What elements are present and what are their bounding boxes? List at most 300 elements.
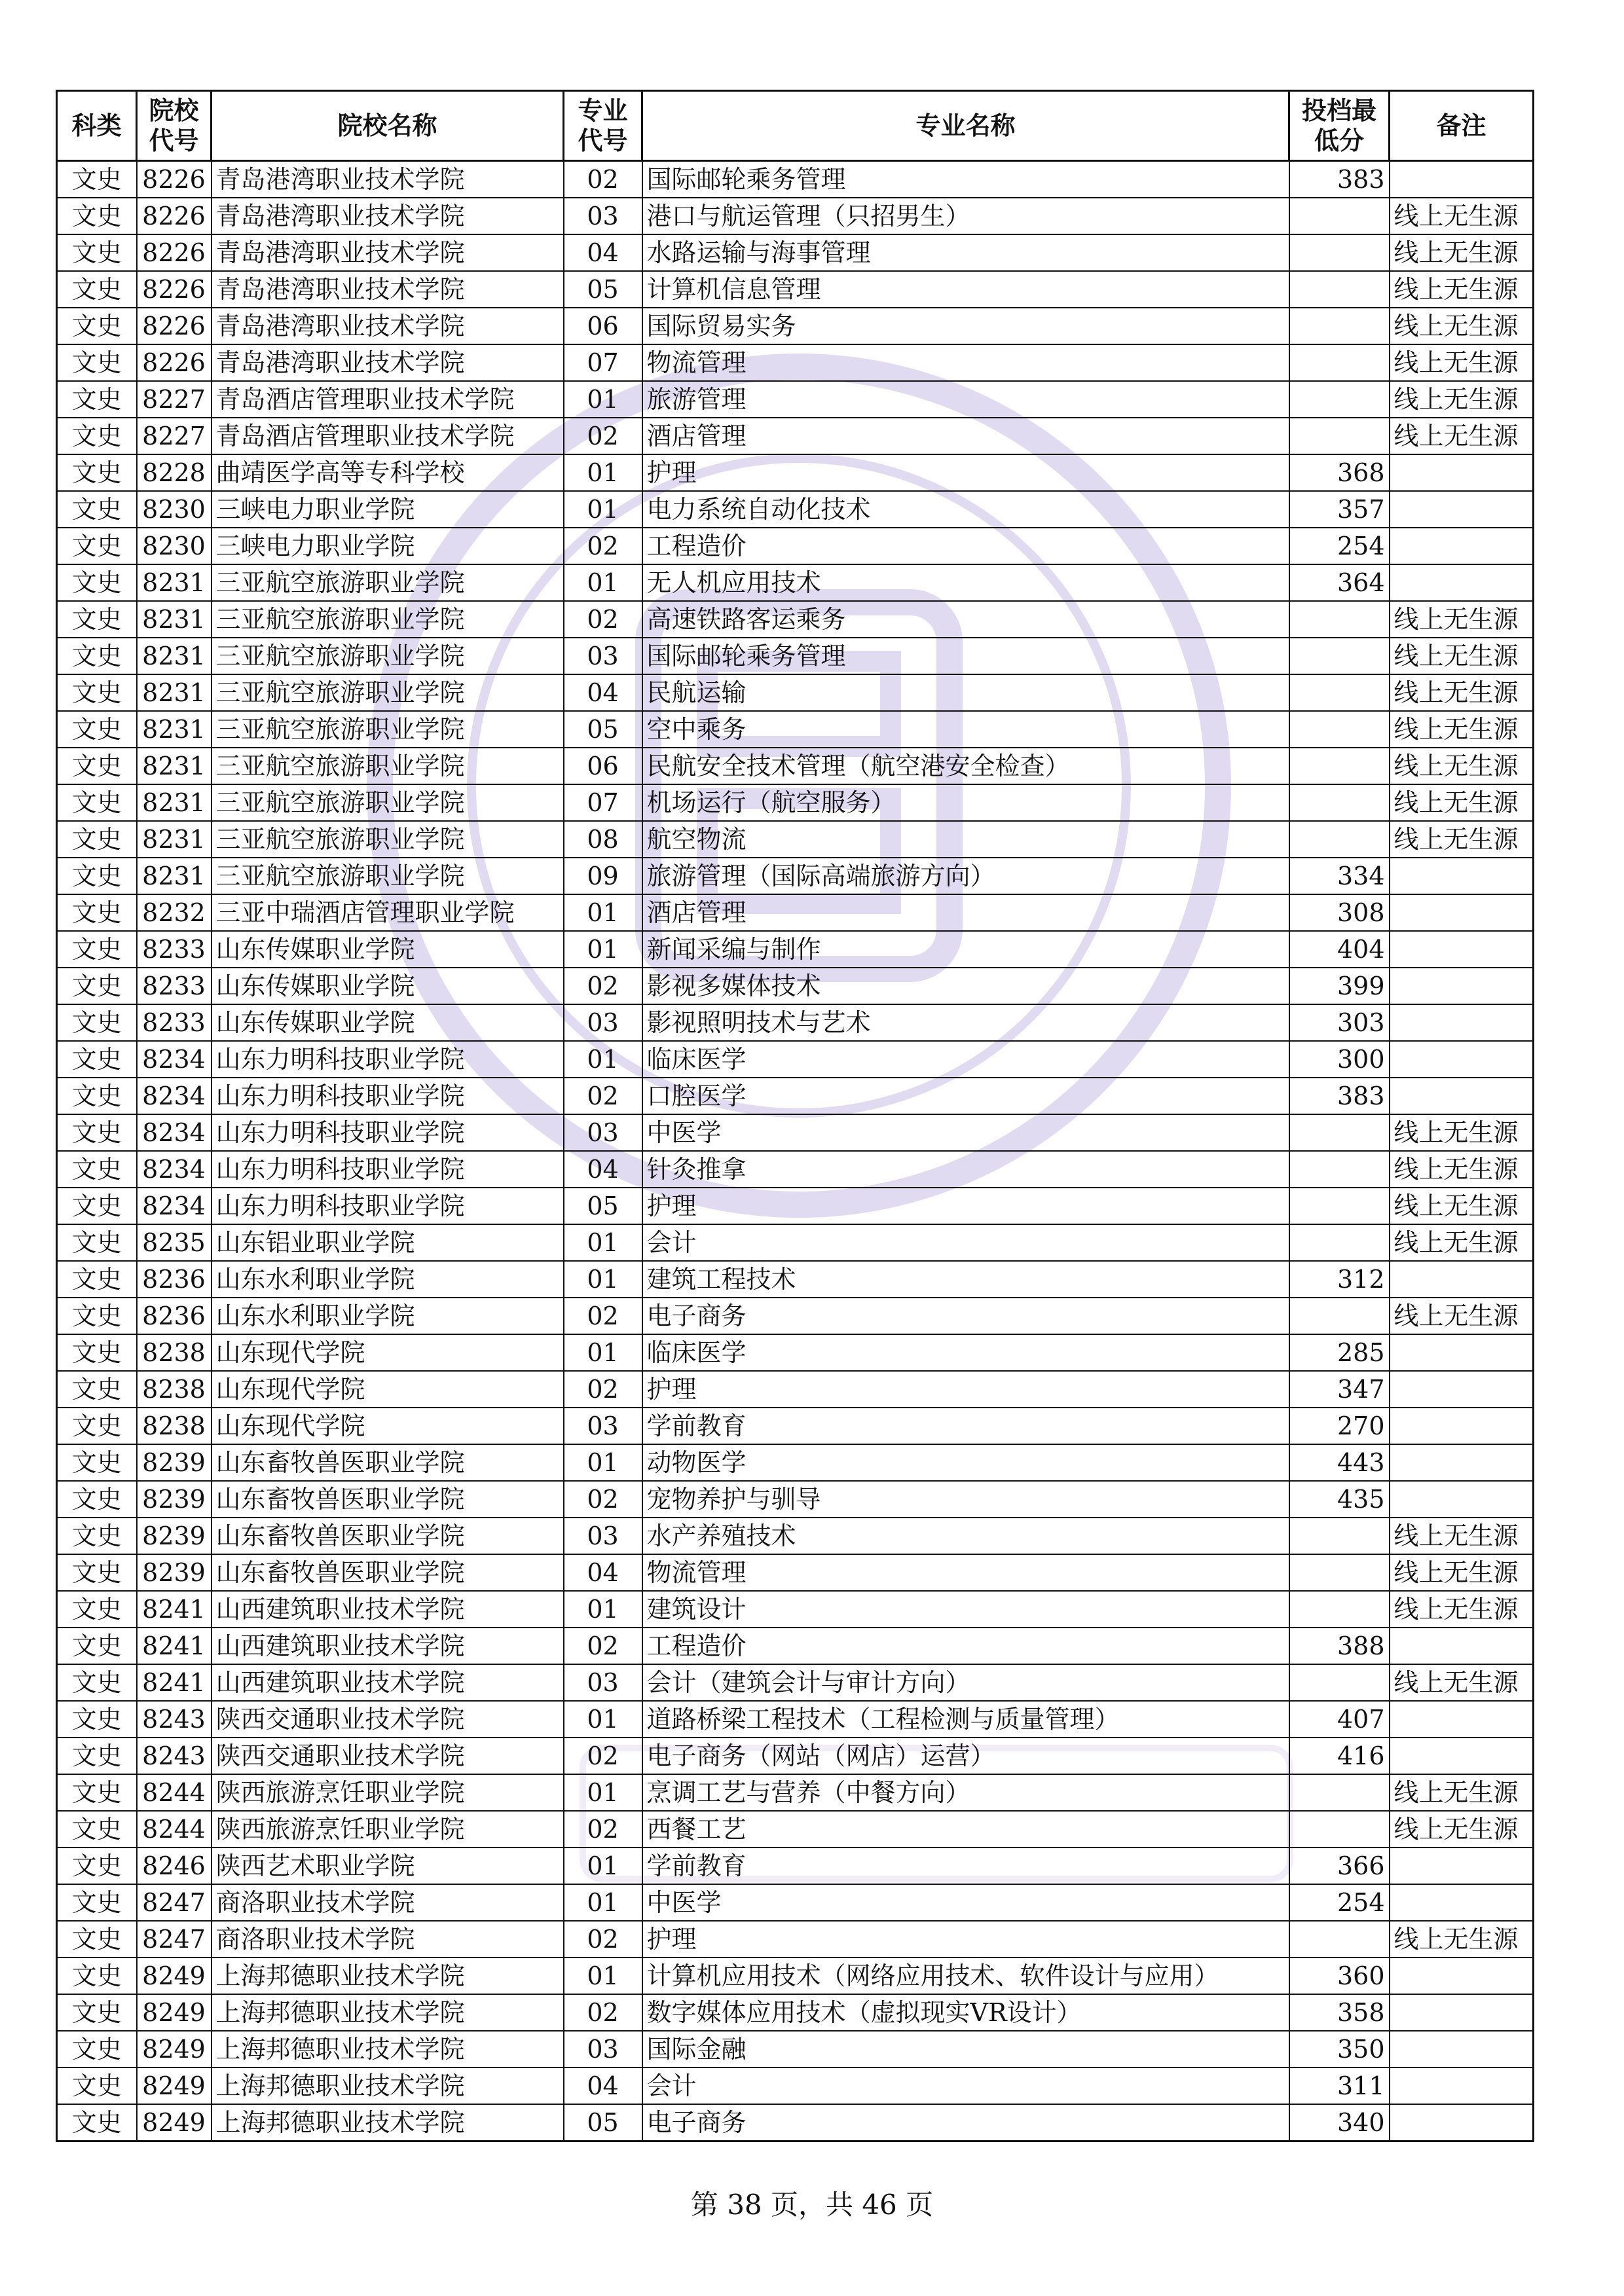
table-row <box>57 308 1534 344</box>
table-row <box>57 1884 1534 1921</box>
cell-remark: 线上无生源 <box>1390 1921 1534 1958</box>
cell-school-name: 三亚航空旅游职业学院 <box>212 748 564 784</box>
cell-school-name: 山西建筑职业技术学院 <box>212 1591 564 1628</box>
cell-major-name: 高速铁路客运乘务 <box>642 601 1289 638</box>
cell-remark: 线上无生源 <box>1390 271 1534 308</box>
cell-min-score: 407 <box>1289 1701 1390 1738</box>
page-footer: 第 38 页，共 46 页 <box>690 2189 934 2221</box>
cell-major-code: 02 <box>564 418 642 454</box>
cell-major-code: 02 <box>564 1298 642 1334</box>
cell-school-name: 三峡电力职业学院 <box>212 491 564 528</box>
cell-remark: 线上无生源 <box>1390 638 1534 674</box>
cell-min-score <box>1289 674 1390 711</box>
cell-remark <box>1390 858 1534 894</box>
cell-school-code: 8234 <box>137 1188 212 1224</box>
header-remark: 备注 <box>1390 91 1534 161</box>
cell-school-name: 三亚中瑞酒店管理职业学院 <box>212 894 564 931</box>
cell-min-score: 366 <box>1289 1848 1390 1884</box>
cell-major-name: 民航运输 <box>642 674 1289 711</box>
cell-major-code: 05 <box>564 271 642 308</box>
header-major-code: 专业代号 <box>564 91 642 161</box>
table-row <box>57 564 1534 601</box>
cell-major-code: 01 <box>564 1334 642 1371</box>
cell-remark: 线上无生源 <box>1390 1188 1534 1224</box>
cell-min-score <box>1289 271 1390 308</box>
cell-kelei: 文史 <box>57 271 137 308</box>
cell-major-code: 02 <box>564 1078 642 1114</box>
cell-major-code: 08 <box>564 821 642 858</box>
table-row <box>57 1188 1534 1224</box>
cell-school-name: 三亚航空旅游职业学院 <box>212 638 564 674</box>
cell-school-name: 山东力明科技职业学院 <box>212 1151 564 1188</box>
table-row <box>57 1921 1534 1958</box>
cell-kelei: 文史 <box>57 1481 137 1518</box>
cell-major-name: 国际邮轮乘务管理 <box>642 161 1289 198</box>
cell-kelei: 文史 <box>57 1994 137 2031</box>
cell-major-name: 建筑工程技术 <box>642 1261 1289 1298</box>
cell-remark: 线上无生源 <box>1390 1664 1534 1701</box>
cell-school-code: 8231 <box>137 858 212 894</box>
cell-min-score: 303 <box>1289 1004 1390 1041</box>
table-row <box>57 491 1534 528</box>
cell-major-code: 01 <box>564 1261 642 1298</box>
cell-kelei: 文史 <box>57 1224 137 1261</box>
cell-min-score: 399 <box>1289 968 1390 1004</box>
cell-major-code: 03 <box>564 1004 642 1041</box>
table-row <box>57 748 1534 784</box>
cell-kelei: 文史 <box>57 968 137 1004</box>
cell-remark <box>1390 1041 1534 1078</box>
cell-kelei: 文史 <box>57 161 137 198</box>
cell-kelei: 文史 <box>57 1444 137 1481</box>
cell-school-name: 三峡电力职业学院 <box>212 528 564 564</box>
cell-major-code: 02 <box>564 601 642 638</box>
cell-school-code: 8239 <box>137 1481 212 1518</box>
table-row <box>57 1628 1534 1664</box>
cell-major-name: 中医学 <box>642 1114 1289 1151</box>
cell-major-name: 物流管理 <box>642 344 1289 381</box>
cell-school-name: 山东传媒职业学院 <box>212 1004 564 1041</box>
table-row <box>57 1591 1534 1628</box>
cell-remark <box>1390 1884 1534 1921</box>
cell-min-score: 388 <box>1289 1628 1390 1664</box>
table-row <box>57 271 1534 308</box>
cell-major-code: 01 <box>564 1224 642 1261</box>
cell-school-code: 8233 <box>137 1004 212 1041</box>
table-row <box>57 2104 1534 2141</box>
table-row <box>57 1444 1534 1481</box>
header-school-name: 院校名称 <box>212 91 564 161</box>
table-row <box>57 638 1534 674</box>
cell-major-code: 02 <box>564 968 642 1004</box>
cell-major-code: 04 <box>564 234 642 271</box>
cell-school-name: 上海邦德职业技术学院 <box>212 1958 564 1994</box>
cell-remark: 线上无生源 <box>1390 1591 1534 1628</box>
cell-school-code: 8249 <box>137 2068 212 2104</box>
cell-major-name: 机场运行（航空服务） <box>642 784 1289 821</box>
cell-major-code: 01 <box>564 564 642 601</box>
cell-major-name: 宠物养护与驯导 <box>642 1481 1289 1518</box>
cell-major-code: 02 <box>564 1371 642 1408</box>
cell-kelei: 文史 <box>57 858 137 894</box>
cell-kelei: 文史 <box>57 234 137 271</box>
table-header-row <box>57 91 1534 161</box>
cell-school-code: 8230 <box>137 491 212 528</box>
cell-major-name: 西餐工艺 <box>642 1811 1289 1848</box>
cell-school-name: 商洛职业技术学院 <box>212 1884 564 1921</box>
cell-school-name: 山东现代学院 <box>212 1334 564 1371</box>
cell-school-name: 青岛港湾职业技术学院 <box>212 234 564 271</box>
cell-major-name: 空中乘务 <box>642 711 1289 748</box>
table-row <box>57 381 1534 418</box>
cell-min-score <box>1289 234 1390 271</box>
table-row <box>57 1114 1534 1151</box>
cell-kelei: 文史 <box>57 748 137 784</box>
cell-major-name: 酒店管理 <box>642 894 1289 931</box>
table-row <box>57 1004 1534 1041</box>
cell-kelei: 文史 <box>57 1261 137 1298</box>
cell-major-name: 中医学 <box>642 1884 1289 1921</box>
cell-school-name: 青岛港湾职业技术学院 <box>212 308 564 344</box>
cell-remark <box>1390 2068 1534 2104</box>
cell-school-code: 8249 <box>137 2104 212 2141</box>
cell-school-name: 陕西交通职业技术学院 <box>212 1701 564 1738</box>
cell-major-code: 01 <box>564 931 642 968</box>
cell-major-name: 学前教育 <box>642 1408 1289 1444</box>
cell-school-name: 上海邦德职业技术学院 <box>212 1994 564 2031</box>
cell-major-name: 航空物流 <box>642 821 1289 858</box>
table-row <box>57 198 1534 234</box>
cell-kelei: 文史 <box>57 198 137 234</box>
cell-kelei: 文史 <box>57 1371 137 1408</box>
cell-kelei: 文史 <box>57 564 137 601</box>
table-row <box>57 2031 1534 2068</box>
cell-major-code: 01 <box>564 1701 642 1738</box>
table-row <box>57 454 1534 491</box>
cell-min-score: 358 <box>1289 1994 1390 2031</box>
cell-remark <box>1390 968 1534 1004</box>
cell-school-name: 商洛职业技术学院 <box>212 1921 564 1958</box>
cell-kelei: 文史 <box>57 1004 137 1041</box>
cell-major-name: 港口与航运管理（只招男生） <box>642 198 1289 234</box>
cell-major-name: 学前教育 <box>642 1848 1289 1884</box>
cell-major-name: 护理 <box>642 1921 1289 1958</box>
cell-remark: 线上无生源 <box>1390 1298 1534 1334</box>
cell-remark <box>1390 1334 1534 1371</box>
cell-school-name: 山东现代学院 <box>212 1371 564 1408</box>
table-row <box>57 1408 1534 1444</box>
table-row <box>57 858 1534 894</box>
cell-kelei: 文史 <box>57 711 137 748</box>
cell-major-code: 05 <box>564 1188 642 1224</box>
cell-kelei: 文史 <box>57 784 137 821</box>
cell-school-code: 8234 <box>137 1041 212 1078</box>
cell-remark <box>1390 1958 1534 1994</box>
cell-major-code: 06 <box>564 748 642 784</box>
cell-major-code: 01 <box>564 1041 642 1078</box>
cell-school-name: 青岛港湾职业技术学院 <box>212 198 564 234</box>
cell-school-code: 8234 <box>137 1078 212 1114</box>
cell-min-score: 312 <box>1289 1261 1390 1298</box>
cell-kelei: 文史 <box>57 1408 137 1444</box>
cell-kelei: 文史 <box>57 1041 137 1078</box>
cell-kelei: 文史 <box>57 381 137 418</box>
cell-school-code: 8243 <box>137 1738 212 1774</box>
cell-major-code: 05 <box>564 711 642 748</box>
cell-school-name: 三亚航空旅游职业学院 <box>212 564 564 601</box>
cell-school-code: 8247 <box>137 1921 212 1958</box>
cell-kelei: 文史 <box>57 1701 137 1738</box>
cell-remark: 线上无生源 <box>1390 418 1534 454</box>
cell-major-name: 工程造价 <box>642 528 1289 564</box>
cell-school-code: 8234 <box>137 1114 212 1151</box>
cell-min-score: 357 <box>1289 491 1390 528</box>
cell-kelei: 文史 <box>57 638 137 674</box>
cell-school-code: 8249 <box>137 1958 212 1994</box>
cell-school-code: 8235 <box>137 1224 212 1261</box>
table-row <box>57 1078 1534 1114</box>
cell-kelei: 文史 <box>57 1774 137 1811</box>
cell-major-code: 01 <box>564 894 642 931</box>
table-row <box>57 1811 1534 1848</box>
table-row <box>57 1151 1534 1188</box>
cell-remark: 线上无生源 <box>1390 1151 1534 1188</box>
cell-major-name: 水路运输与海事管理 <box>642 234 1289 271</box>
table-row <box>57 1518 1534 1554</box>
cell-kelei: 文史 <box>57 1738 137 1774</box>
cell-kelei: 文史 <box>57 1554 137 1591</box>
cell-major-name: 酒店管理 <box>642 418 1289 454</box>
cell-kelei: 文史 <box>57 1811 137 1848</box>
cell-remark: 线上无生源 <box>1390 1518 1534 1554</box>
cell-school-code: 8233 <box>137 968 212 1004</box>
cell-remark <box>1390 161 1534 198</box>
cell-remark <box>1390 1848 1534 1884</box>
cell-school-code: 8249 <box>137 2031 212 2068</box>
cell-min-score <box>1289 1554 1390 1591</box>
cell-kelei: 文史 <box>57 1078 137 1114</box>
cell-major-name: 工程造价 <box>642 1628 1289 1664</box>
cell-major-name: 国际邮轮乘务管理 <box>642 638 1289 674</box>
cell-kelei: 文史 <box>57 1188 137 1224</box>
cell-kelei: 文史 <box>57 1884 137 1921</box>
cell-min-score <box>1289 308 1390 344</box>
cell-major-name: 水产养殖技术 <box>642 1518 1289 1554</box>
cell-min-score <box>1289 1188 1390 1224</box>
header-major-name: 专业名称 <box>642 91 1289 161</box>
cell-remark <box>1390 1371 1534 1408</box>
cell-remark: 线上无生源 <box>1390 821 1534 858</box>
cell-major-code: 02 <box>564 1994 642 2031</box>
cell-major-code: 09 <box>564 858 642 894</box>
cell-school-name: 陕西旅游烹饪职业学院 <box>212 1811 564 1848</box>
cell-remark <box>1390 1408 1534 1444</box>
cell-remark <box>1390 1994 1534 2031</box>
cell-remark <box>1390 1004 1534 1041</box>
cell-school-code: 8236 <box>137 1298 212 1334</box>
cell-min-score: 416 <box>1289 1738 1390 1774</box>
cell-remark: 线上无生源 <box>1390 748 1534 784</box>
header-kelei: 科类 <box>57 91 137 161</box>
cell-school-name: 青岛酒店管理职业技术学院 <box>212 381 564 418</box>
cell-min-score: 334 <box>1289 858 1390 894</box>
cell-remark: 线上无生源 <box>1390 784 1534 821</box>
cell-major-name: 计算机信息管理 <box>642 271 1289 308</box>
table-row <box>57 821 1534 858</box>
cell-remark <box>1390 1738 1534 1774</box>
cell-school-code: 8231 <box>137 748 212 784</box>
cell-remark: 线上无生源 <box>1390 308 1534 344</box>
cell-kelei: 文史 <box>57 1151 137 1188</box>
cell-kelei: 文史 <box>57 308 137 344</box>
table-row <box>57 1701 1534 1738</box>
cell-min-score <box>1289 784 1390 821</box>
cell-kelei: 文史 <box>57 454 137 491</box>
cell-remark: 线上无生源 <box>1390 1774 1534 1811</box>
cell-remark: 线上无生源 <box>1390 344 1534 381</box>
cell-school-name: 青岛港湾职业技术学院 <box>212 161 564 198</box>
cell-major-name: 国际贸易实务 <box>642 308 1289 344</box>
cell-kelei: 文史 <box>57 1298 137 1334</box>
cell-major-code: 01 <box>564 454 642 491</box>
table-row <box>57 161 1534 198</box>
cell-remark <box>1390 1444 1534 1481</box>
cell-min-score: 347 <box>1289 1371 1390 1408</box>
table-row <box>57 2068 1534 2104</box>
cell-remark: 线上无生源 <box>1390 381 1534 418</box>
cell-major-code: 02 <box>564 1481 642 1518</box>
cell-major-name: 影视照明技术与艺术 <box>642 1004 1289 1041</box>
cell-major-name: 护理 <box>642 1371 1289 1408</box>
cell-min-score: 311 <box>1289 2068 1390 2104</box>
cell-school-code: 8244 <box>137 1774 212 1811</box>
table-row <box>57 711 1534 748</box>
cell-school-name: 陕西旅游烹饪职业学院 <box>212 1774 564 1811</box>
cell-school-code: 8241 <box>137 1664 212 1701</box>
cell-min-score: 340 <box>1289 2104 1390 2141</box>
cell-school-code: 8227 <box>137 418 212 454</box>
table-row <box>57 894 1534 931</box>
table-row <box>57 344 1534 381</box>
cell-school-code: 8232 <box>137 894 212 931</box>
cell-remark: 线上无生源 <box>1390 1554 1534 1591</box>
cell-major-name: 护理 <box>642 454 1289 491</box>
cell-school-code: 8231 <box>137 601 212 638</box>
cell-school-code: 8231 <box>137 674 212 711</box>
cell-school-code: 8233 <box>137 931 212 968</box>
cell-school-name: 山东畜牧兽医职业学院 <box>212 1554 564 1591</box>
cell-school-code: 8230 <box>137 528 212 564</box>
cell-kelei: 文史 <box>57 2031 137 2068</box>
cell-school-name: 山西建筑职业技术学院 <box>212 1664 564 1701</box>
cell-major-name: 临床医学 <box>642 1041 1289 1078</box>
cell-kelei: 文史 <box>57 1591 137 1628</box>
cell-min-score: 254 <box>1289 528 1390 564</box>
cell-school-code: 8243 <box>137 1701 212 1738</box>
cell-major-name: 护理 <box>642 1188 1289 1224</box>
cell-major-name: 道路桥梁工程技术（工程检测与质量管理） <box>642 1701 1289 1738</box>
cell-school-name: 上海邦德职业技术学院 <box>212 2104 564 2141</box>
cell-major-code: 04 <box>564 1151 642 1188</box>
cell-major-code: 03 <box>564 638 642 674</box>
cell-school-name: 山东力明科技职业学院 <box>212 1041 564 1078</box>
cell-school-code: 8226 <box>137 161 212 198</box>
cell-major-name: 电子商务 <box>642 1298 1289 1334</box>
cell-remark <box>1390 931 1534 968</box>
cell-school-code: 8249 <box>137 1994 212 2031</box>
cell-min-score: 368 <box>1289 454 1390 491</box>
cell-major-code: 03 <box>564 198 642 234</box>
cell-min-score: 383 <box>1289 161 1390 198</box>
cell-kelei: 文史 <box>57 418 137 454</box>
cell-school-code: 8241 <box>137 1591 212 1628</box>
cell-min-score <box>1289 1664 1390 1701</box>
cell-major-name: 动物医学 <box>642 1444 1289 1481</box>
cell-major-name: 物流管理 <box>642 1554 1289 1591</box>
cell-remark <box>1390 491 1534 528</box>
cell-school-code: 8231 <box>137 564 212 601</box>
cell-major-code: 04 <box>564 674 642 711</box>
table-row <box>57 1774 1534 1811</box>
cell-school-name: 三亚航空旅游职业学院 <box>212 711 564 748</box>
cell-min-score: 364 <box>1289 564 1390 601</box>
table-row <box>57 674 1534 711</box>
cell-school-code: 8241 <box>137 1628 212 1664</box>
admission-score-table <box>56 90 1534 2142</box>
cell-remark <box>1390 894 1534 931</box>
cell-school-code: 8228 <box>137 454 212 491</box>
cell-school-code: 8231 <box>137 711 212 748</box>
table-row <box>57 1041 1534 1078</box>
cell-major-name: 电子商务（网站（网店）运营） <box>642 1738 1289 1774</box>
cell-school-name: 陕西艺术职业学院 <box>212 1848 564 1884</box>
cell-min-score: 443 <box>1289 1444 1390 1481</box>
cell-school-name: 山西建筑职业技术学院 <box>212 1628 564 1664</box>
cell-major-code: 02 <box>564 1628 642 1664</box>
cell-school-name: 山东畜牧兽医职业学院 <box>212 1444 564 1481</box>
cell-min-score <box>1289 1591 1390 1628</box>
cell-remark: 线上无生源 <box>1390 674 1534 711</box>
cell-kelei: 文史 <box>57 1628 137 1664</box>
cell-school-name: 青岛酒店管理职业技术学院 <box>212 418 564 454</box>
cell-school-name: 三亚航空旅游职业学院 <box>212 674 564 711</box>
table-row <box>57 968 1534 1004</box>
cell-min-score: 254 <box>1289 1884 1390 1921</box>
cell-school-name: 山东畜牧兽医职业学院 <box>212 1481 564 1518</box>
cell-school-code: 8226 <box>137 271 212 308</box>
cell-min-score <box>1289 1811 1390 1848</box>
cell-remark <box>1390 1628 1534 1664</box>
cell-major-name: 新闻采编与制作 <box>642 931 1289 968</box>
cell-remark <box>1390 454 1534 491</box>
cell-min-score <box>1289 1921 1390 1958</box>
cell-school-name: 山东现代学院 <box>212 1408 564 1444</box>
cell-major-code: 02 <box>564 1811 642 1848</box>
cell-school-code: 8231 <box>137 821 212 858</box>
table-row <box>57 234 1534 271</box>
table-row <box>57 1958 1534 1994</box>
table-row <box>57 1334 1534 1371</box>
cell-major-code: 03 <box>564 1664 642 1701</box>
cell-school-name: 上海邦德职业技术学院 <box>212 2068 564 2104</box>
cell-school-name: 山东水利职业学院 <box>212 1298 564 1334</box>
cell-major-code: 07 <box>564 344 642 381</box>
cell-remark <box>1390 528 1534 564</box>
cell-kelei: 文史 <box>57 1334 137 1371</box>
cell-major-code: 07 <box>564 784 642 821</box>
cell-min-score <box>1289 1518 1390 1554</box>
cell-major-code: 04 <box>564 1554 642 1591</box>
